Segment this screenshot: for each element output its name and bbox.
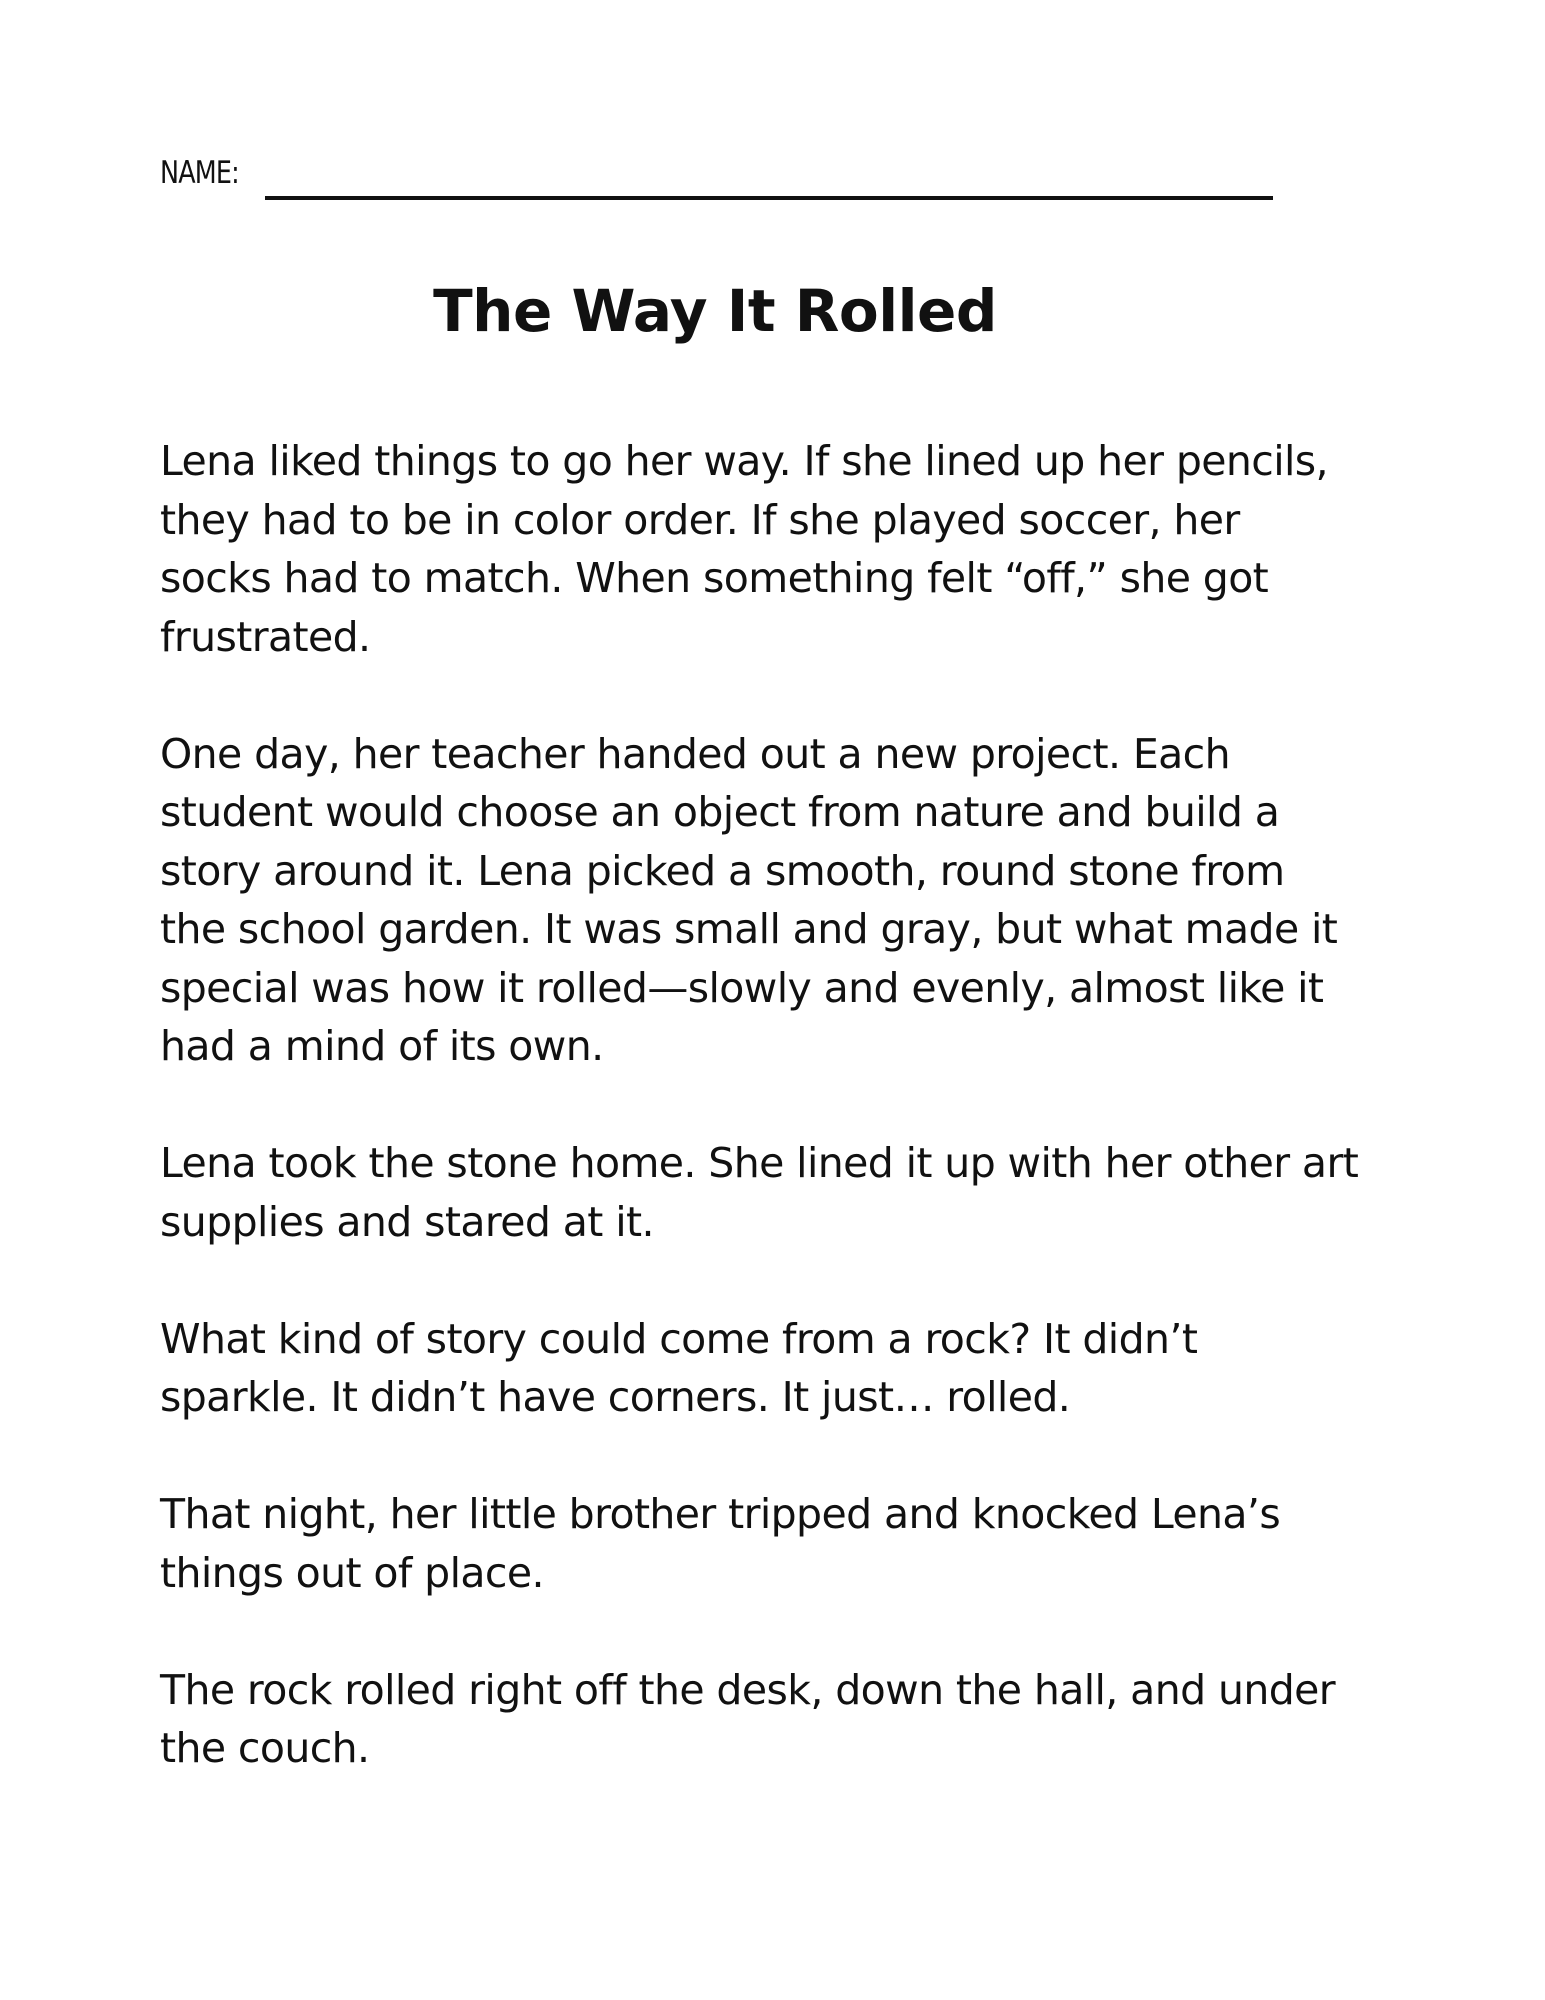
story-body [160, 432, 1400, 1836]
story-title: The Way It Rolled [433, 277, 997, 345]
paragraph-2: One day, her teacher handed out a new project. Each student would choose an object from nature and build a story around it. Lena picked a smooth, round stone from the school garden. It was small and gray, but what made it special was how it rolled—slowly and evenly, almost like it had a mind of its own. [160, 729, 1338, 1070]
paragraph-3: Lena took the stone home. She lined it up with her other art supplies and stared at it. [160, 1139, 1359, 1246]
paragraph-5: That night, her little brother tripped and knocked Lena’s things out of place. [160, 1490, 1281, 1597]
name-label: NAME: [160, 155, 239, 191]
name-field-row [160, 155, 252, 191]
paragraph-4: What kind of story could come from a rock? It didn’t sparkle. It didn’t have corners. It just… rolled. [160, 1314, 1198, 1421]
paragraph-1: Lena liked things to go her way. If she lined up her pencils, they had to be in color order. If she played soccer, her socks had to match. When something felt “off,” she got frustrated. [160, 437, 1328, 661]
name-write-line[interactable] [265, 196, 1273, 200]
paragraph-6: The rock rolled right off the desk, down the hall, and under the couch. [160, 1665, 1336, 1772]
